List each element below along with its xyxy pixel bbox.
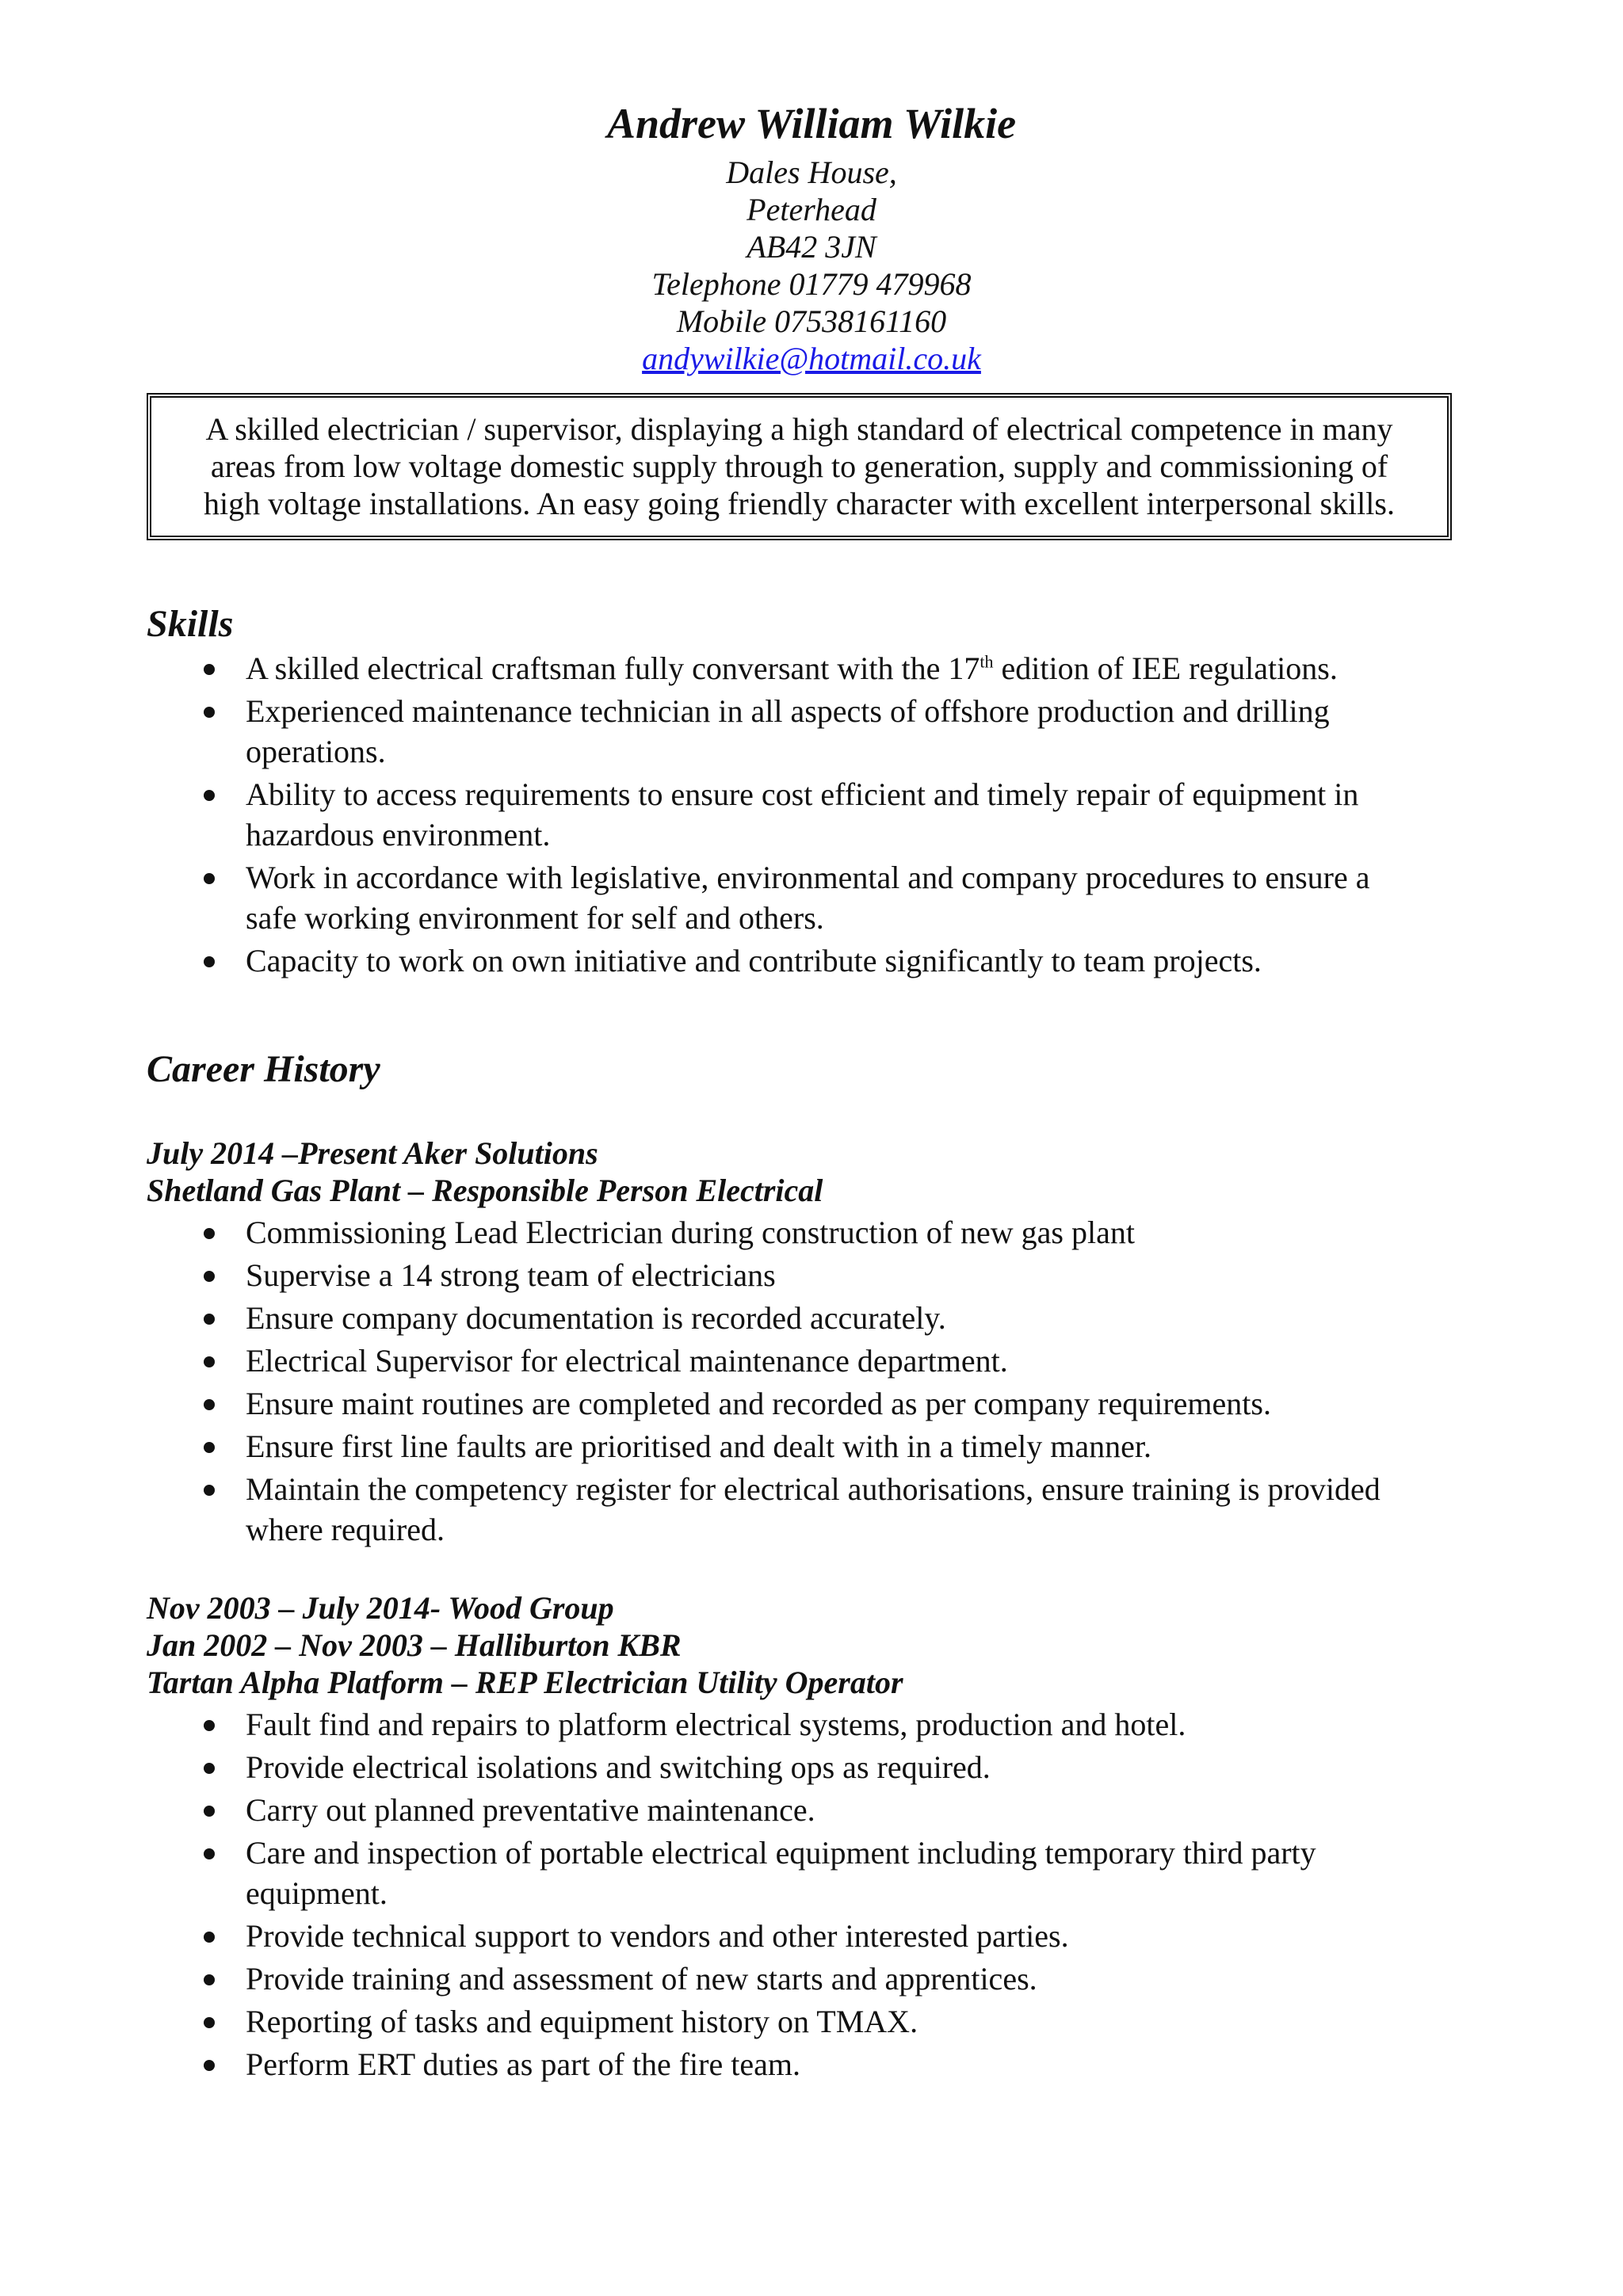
bullet-icon	[204, 1228, 215, 1239]
job1-duties	[0, 1212, 1395, 1552]
bullet-icon	[204, 1356, 215, 1367]
bullet-icon	[204, 1974, 215, 1985]
job2-duties	[0, 1704, 1395, 2087]
skills-list	[0, 648, 1395, 983]
list-item: Ensure maint routines are completed and recorded as per company requirements.	[0, 1383, 1395, 1424]
summary-box	[147, 393, 1452, 540]
list-item: Supervise a 14 strong team of electricians	[0, 1255, 1395, 1295]
list-item: Ensure first line faults are prioritised and dealt with in a timely manner.	[0, 1426, 1395, 1466]
summary-line: A skilled electrician / supervisor, displaying a high standard of electrical competence in many	[205, 411, 1393, 447]
bullet-icon	[204, 1806, 215, 1817]
bullet-icon	[204, 1720, 215, 1731]
list-item: A skilled electrical craftsman fully conversant with the 17th edition of IEE regulations.	[0, 648, 1395, 688]
job1-role: Shetland Gas Plant – Responsible Person Electrical	[147, 1173, 823, 1208]
summary-line: high voltage installations. An easy going friendly character with excellent interpersonal skills.	[204, 486, 1395, 521]
bullet-icon	[204, 2017, 215, 2028]
bullet-icon	[204, 1763, 215, 1774]
bullet-icon	[204, 1271, 215, 1282]
list-item: Fault find and repairs to platform electrical systems, production and hotel.	[0, 1704, 1395, 1745]
career-heading: Career History	[147, 1048, 380, 1090]
list-item: Care and inspection of portable electrical equipment including temporary third party equipment.	[0, 1833, 1395, 1913]
list-item: Provide training and assessment of new starts and apprentices.	[0, 1958, 1395, 1999]
bullet-icon	[204, 790, 215, 801]
job2-dates-previous: Jan 2002 – Nov 2003 – Halliburton KBR	[147, 1627, 682, 1663]
list-item: Experienced maintenance technician in all aspects of offshore production and drilling operations.	[0, 691, 1395, 772]
job2-role: Tartan Alpha Platform – REP Electrician Utility Operator	[147, 1665, 903, 1700]
bullet-icon	[204, 707, 215, 718]
list-item: Perform ERT duties as part of the fire team.	[0, 2044, 1395, 2084]
list-item: Provide electrical isolations and switching ops as required.	[0, 1747, 1395, 1787]
person-name: Andrew William Wilkie	[606, 100, 1017, 147]
address-line: Dales House,	[726, 154, 897, 190]
bullet-icon	[204, 1485, 215, 1496]
bullet-icon	[204, 873, 215, 884]
bullet-icon	[204, 1442, 215, 1453]
address-line: Peterhead	[747, 192, 876, 227]
summary-line: areas from low voltage domestic supply through to generation, supply and commissioning of	[210, 448, 1388, 484]
contact-header	[0, 93, 1623, 377]
email-link[interactable]: andywilkie@hotmail.co.uk	[642, 341, 981, 376]
bullet-icon	[204, 1314, 215, 1325]
job1-dates: July 2014 –Present Aker Solutions	[147, 1135, 598, 1171]
list-item: Commissioning Lead Electrician during construction of new gas plant	[0, 1212, 1395, 1253]
bullet-icon	[204, 1848, 215, 1859]
mobile: Mobile 07538161160	[676, 303, 947, 339]
list-item: Carry out planned preventative maintenance.	[0, 1790, 1395, 1830]
telephone: Telephone 01779 479968	[651, 266, 972, 302]
list-item: Maintain the competency register for electrical authorisations, ensure training is provided where required.	[0, 1469, 1395, 1550]
list-item: Capacity to work on own initiative and contribute significantly to team projects.	[0, 940, 1395, 981]
list-item: Provide technical support to vendors and other interested parties.	[0, 1916, 1395, 1956]
skills-heading: Skills	[147, 603, 234, 645]
address-line: AB42 3JN	[747, 229, 876, 265]
list-item: Ability to access requirements to ensure cost efficient and timely repair of equipment in hazardous environment.	[0, 774, 1395, 855]
bullet-icon	[204, 1932, 215, 1943]
email-line	[0, 340, 1623, 377]
list-item: Reporting of tasks and equipment history on TMAX.	[0, 2001, 1395, 2042]
list-item: Ensure company documentation is recorded accurately.	[0, 1298, 1395, 1338]
list-item: Electrical Supervisor for electrical maintenance department.	[0, 1341, 1395, 1381]
bullet-icon	[204, 2060, 215, 2071]
bullet-icon	[204, 1399, 215, 1410]
bullet-icon	[204, 664, 215, 675]
list-item: Work in accordance with legislative, environmental and company procedures to ensure a safe working environment for self and others.	[0, 857, 1395, 938]
bullet-icon	[204, 956, 215, 967]
job2-dates: Nov 2003 – July 2014- Wood Group	[147, 1590, 614, 1626]
